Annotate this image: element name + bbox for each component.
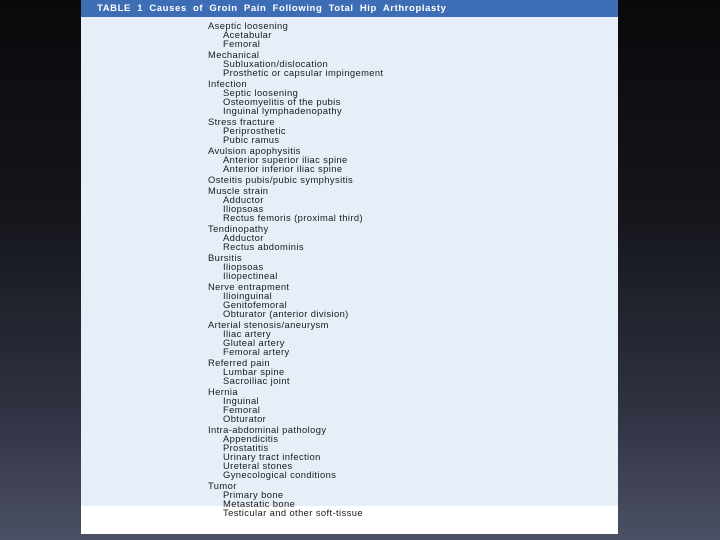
category-item: Iliopsoas <box>223 261 264 272</box>
category-title: Bursitis <box>208 252 242 263</box>
category-title: Tumor <box>208 480 237 491</box>
category-item: Adductor <box>223 194 264 205</box>
category-item: Primary bone <box>223 489 284 500</box>
slide-frame <box>81 0 618 534</box>
category-item: Anterior inferior iliac spine <box>223 163 343 174</box>
category-item: Iliopsoas <box>223 203 264 214</box>
category-item: Rectus abdominis <box>223 241 304 252</box>
category-item: Subluxation/dislocation <box>223 58 329 69</box>
category-item: Femoral <box>223 38 261 49</box>
category-title: Hernia <box>208 386 239 397</box>
category-title: Muscle strain <box>208 185 269 196</box>
category-item: Rectus femoris (proximal third) <box>223 212 364 223</box>
category-item: Genitofemoral <box>223 299 288 310</box>
category-item: Anterior superior iliac spine <box>223 154 348 165</box>
category-item: Prosthetic or capsular impingement <box>223 67 384 78</box>
cause-category <box>208 117 384 144</box>
category-title: Tendinopathy <box>208 223 269 234</box>
category-title: Intra-abdominal pathology <box>208 424 327 435</box>
category-title: Stress fracture <box>208 116 275 127</box>
table-body <box>81 17 618 518</box>
category-item: Periprosthetic <box>223 125 286 136</box>
category-item: Prostatitis <box>223 442 269 453</box>
table-title: TABLE 1 Causes of Groin Pain Following Total Hip Arthroplasty <box>81 0 618 17</box>
cause-category <box>208 320 384 356</box>
category-title: Osteitis pubis/pubic symphysitis <box>208 174 354 185</box>
cause-category <box>208 425 384 479</box>
category-title: Infection <box>208 78 248 89</box>
category-item: Obturator (anterior division) <box>223 308 349 319</box>
category-item: Metastatic bone <box>223 498 296 509</box>
category-title: Nerve entrapment <box>208 281 290 292</box>
cause-category <box>208 224 384 251</box>
category-item: Ureteral stones <box>223 460 293 471</box>
category-item: Femoral artery <box>223 346 290 357</box>
cause-category <box>208 253 384 280</box>
category-item: Iliopectineal <box>223 270 278 281</box>
category-item: Pubic ramus <box>223 134 280 145</box>
cause-category <box>208 481 384 517</box>
category-item: Adductor <box>223 232 264 243</box>
category-item: Acetabular <box>223 29 272 40</box>
category-item: Inguinal <box>223 395 260 406</box>
cause-category <box>208 50 384 77</box>
cause-category <box>208 282 384 318</box>
category-title: Mechanical <box>208 49 260 60</box>
category-item: Appendicitis <box>223 433 279 444</box>
category-item: Lumbar spine <box>223 366 285 377</box>
cause-category <box>208 21 384 48</box>
category-item: Osteomyelitis of the pubis <box>223 96 341 107</box>
category-item: Obturator <box>223 413 267 424</box>
category-item: Urinary tract infection <box>223 451 321 462</box>
category-title: Aseptic loosening <box>208 20 289 31</box>
cause-category <box>208 358 384 385</box>
category-item: Sacroiliac joint <box>223 375 290 386</box>
category-item: Ilioinguinal <box>223 290 273 301</box>
category-title: Referred pain <box>208 357 271 368</box>
category-item: Testicular and other soft-tissue <box>223 507 363 518</box>
cause-category <box>208 175 384 184</box>
cause-list <box>208 21 384 517</box>
category-item: Inguinal lymphadenopathy <box>223 105 343 116</box>
category-item: Femoral <box>223 404 261 415</box>
cause-category <box>208 79 384 115</box>
category-item: Gynecological conditions <box>223 469 337 480</box>
category-title: Avulsion apophysitis <box>208 145 301 156</box>
category-item: Gluteal artery <box>223 337 285 348</box>
category-item: Iliac artery <box>223 328 272 339</box>
category-title: Arterial stenosis/aneurysm <box>208 319 329 330</box>
cause-category <box>208 186 384 222</box>
cause-category <box>208 146 384 173</box>
cause-category <box>208 387 384 423</box>
category-item: Septic loosening <box>223 87 299 98</box>
